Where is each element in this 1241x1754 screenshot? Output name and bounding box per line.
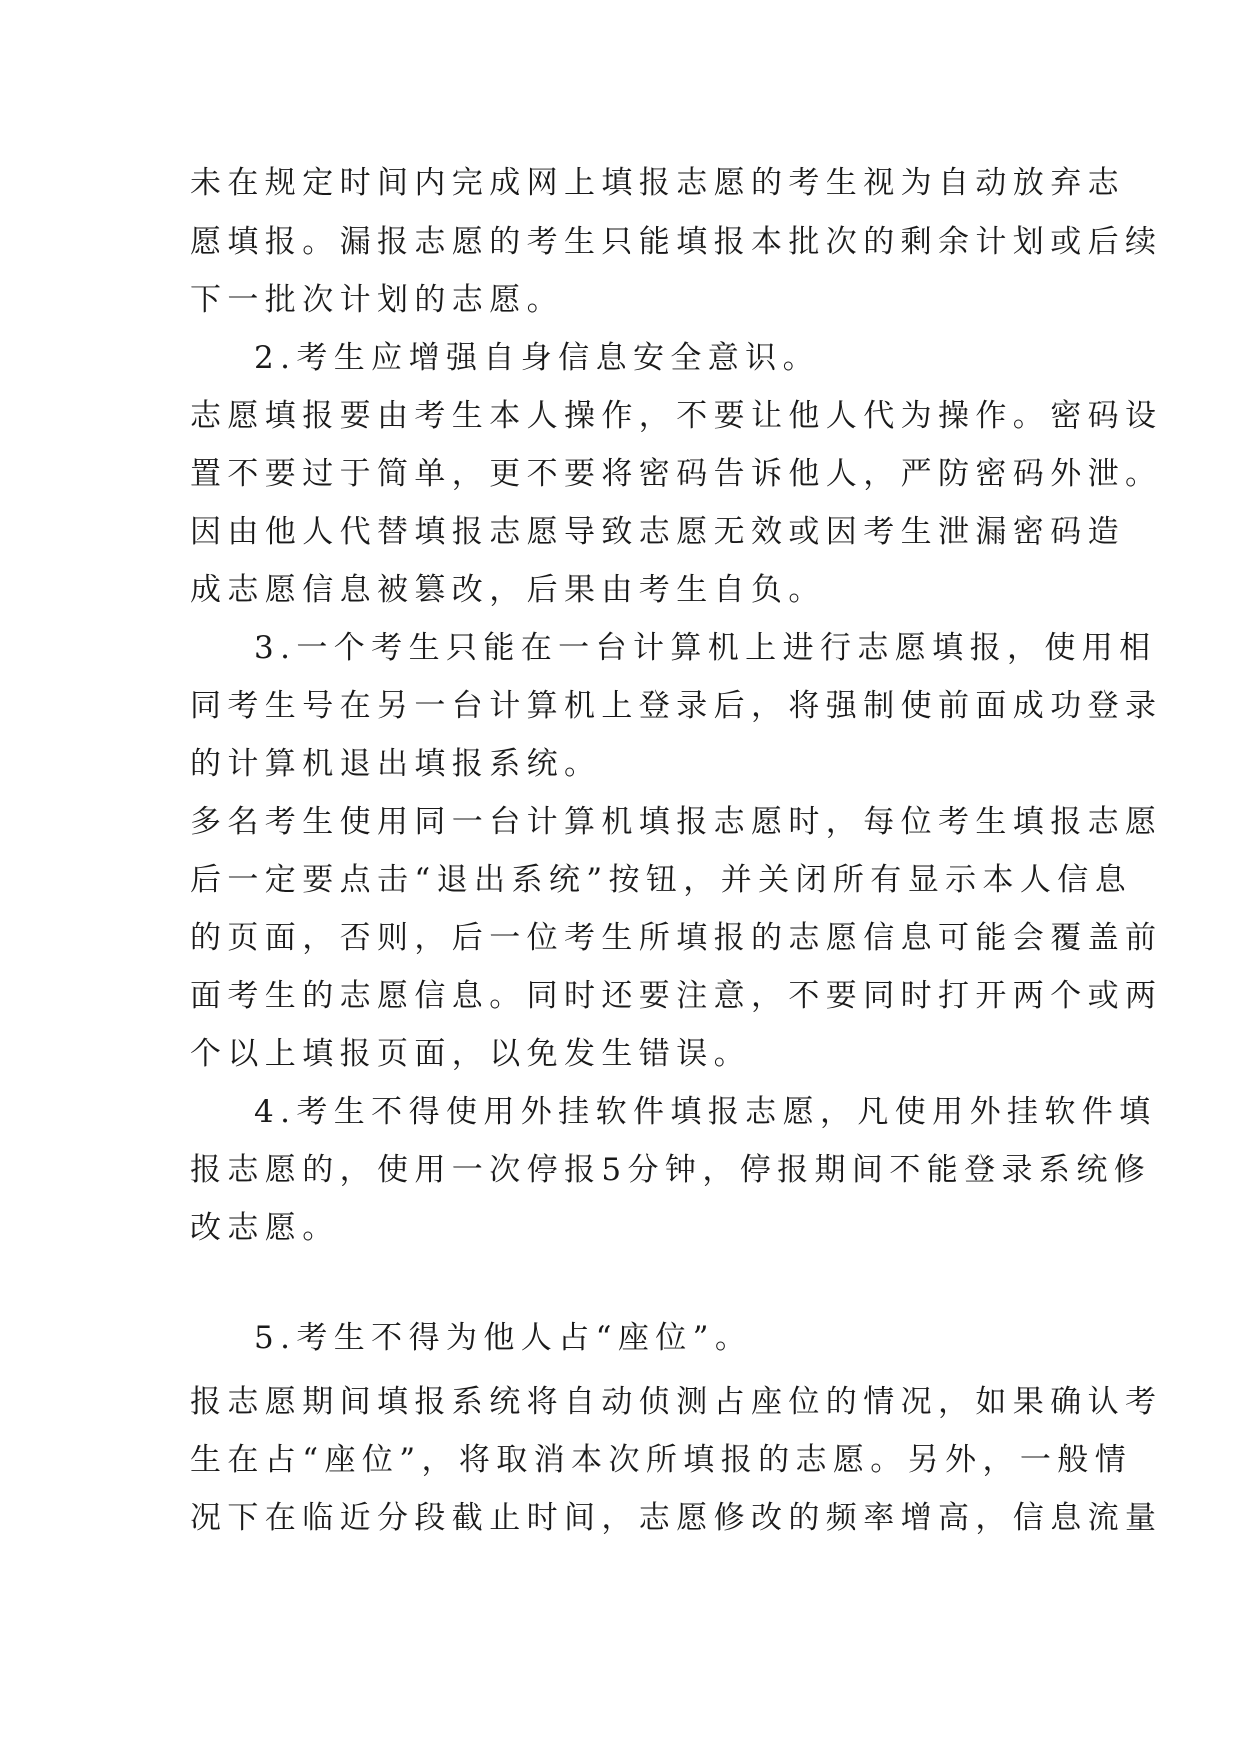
paragraph-line: 个以上填报页面，以免发生错误。	[190, 1036, 751, 1072]
numbered-item-heading: 5.考生不得为他人占“座位”。	[254, 1320, 753, 1356]
paragraph-line: 志愿填报要由考生本人操作，不要让他人代为操作。密码设	[190, 398, 1163, 434]
paragraph-line: 生在占“座位”，将取消本次所填报的志愿。另外，一般情	[190, 1442, 1133, 1478]
paragraph-line: 报志愿期间填报系统将自动侦测占座位的情况，如果确认考	[190, 1384, 1163, 1420]
paragraph-line: 成志愿信息被篡改，后果由考生自负。	[190, 572, 826, 608]
numbered-item-heading: 4.考生不得使用外挂软件填报志愿，凡使用外挂软件填	[254, 1094, 1157, 1130]
paragraph-line: 改志愿。	[190, 1210, 340, 1246]
paragraph-line: 置不要过于简单，更不要将密码告诉他人，严防密码外泄。	[190, 456, 1163, 492]
paragraph-line: 后一定要点击“退出系统”按钮，并关闭所有显示本人信息	[190, 862, 1133, 898]
paragraph-line: 同考生号在另一台计算机上登录后，将强制使前面成功登录	[190, 688, 1163, 724]
paragraph-line: 未在规定时间内完成网上填报志愿的考生视为自动放弃志	[190, 165, 1125, 201]
paragraph-line: 因由他人代替填报志愿导致志愿无效或因考生泄漏密码造	[190, 514, 1125, 550]
paragraph-line: 下一批次计划的志愿。	[190, 282, 564, 318]
paragraph-line: 面考生的志愿信息。同时还要注意，不要同时打开两个或两	[190, 978, 1163, 1014]
paragraph-line: 的页面，否则，后一位考生所填报的志愿信息可能会覆盖前	[190, 920, 1163, 956]
paragraph-line: 愿填报。漏报志愿的考生只能填报本批次的剩余计划或后续	[190, 224, 1163, 260]
numbered-item-heading: 3.一个考生只能在一台计算机上进行志愿填报，使用相	[254, 630, 1157, 666]
paragraph-line: 报志愿的，使用一次停报5分钟，停报期间不能登录系统修	[190, 1152, 1152, 1188]
numbered-item-heading: 2.考生应增强自身信息安全意识。	[254, 340, 820, 376]
paragraph-line: 多名考生使用同一台计算机填报志愿时，每位考生填报志愿	[190, 804, 1163, 840]
paragraph-line: 的计算机退出填报系统。	[190, 746, 602, 782]
paragraph-line: 况下在临近分段截止时间，志愿修改的频率增高，信息流量	[190, 1500, 1163, 1536]
